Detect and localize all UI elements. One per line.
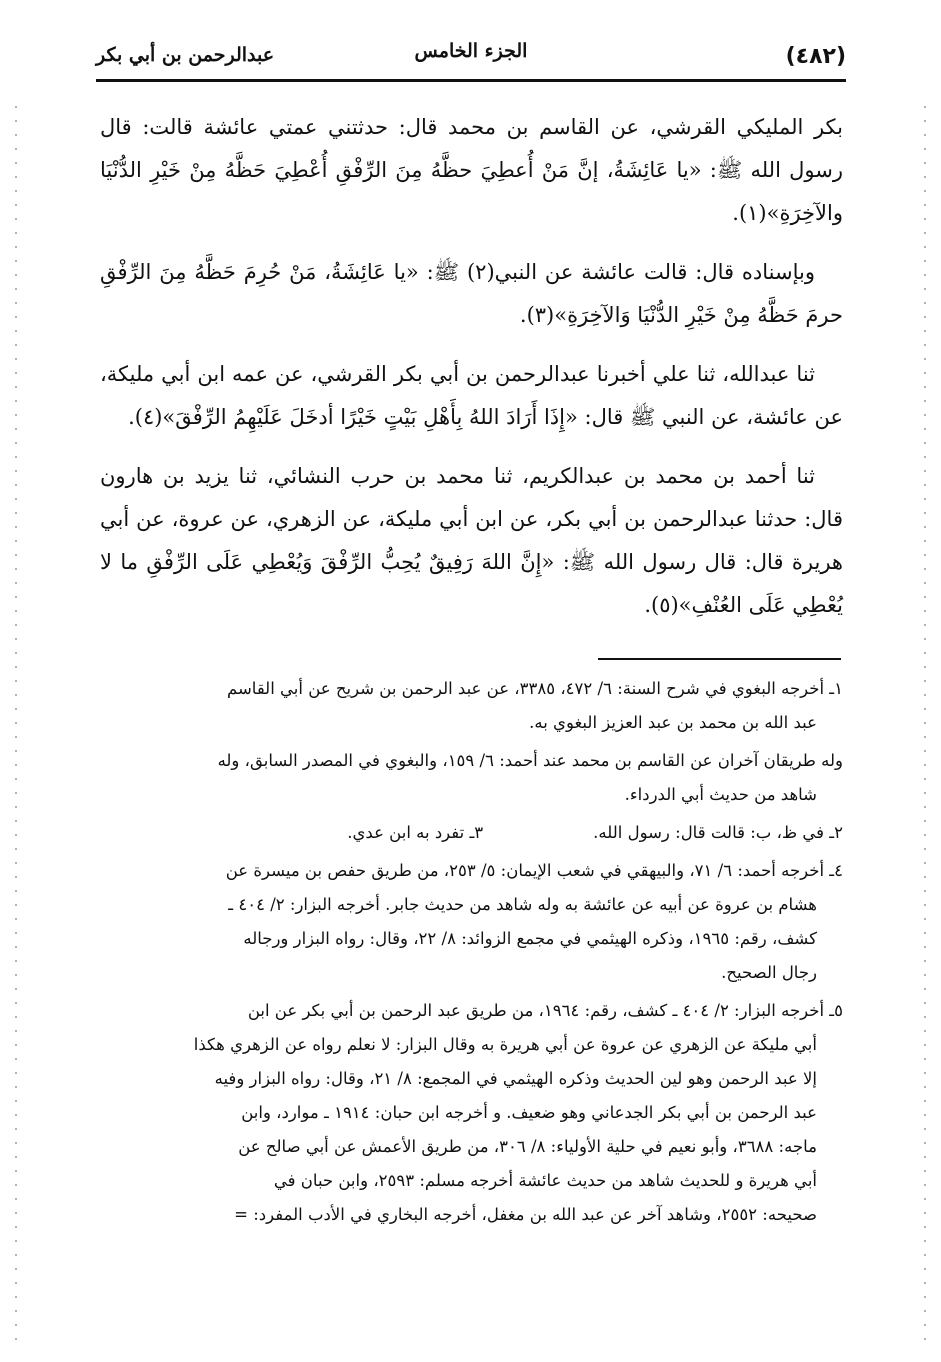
- footnote-4: ٤ـ أخرجه أحمد: ٦/ ٧١، والبيهقي في شعب الإيمان: ٥/ ٢٥٣، من طريق حفص بن ميسرة عن: [225, 861, 843, 880]
- footnote-1: ١ـ أخرجه البغوي في شرح السنة: ٦/ ٤٧٢، ٣٣٨٥، عن عبد الرحمن بن شريح عن أبي القاسم: [226, 679, 843, 698]
- page-header: [96, 30, 846, 78]
- main-text: [100, 106, 843, 643]
- footnote-5-line: إلا عبد الرحمن وهو لين الحديث وذكره الهيثمي في المجمع: ٨/ ٢١، وقال: رواه البزار وفيه: [214, 1069, 817, 1088]
- footnote-1-continuation: عبد الله بن محمد بن عبد العزيز البغوي به.: [529, 713, 817, 732]
- part-title: الجزء الخامس: [414, 40, 528, 62]
- paragraph: ثنا عبدالله، ثنا علي أخبرنا عبدالرحمن بن أبي بكر القرشي، عن عمه ابن أبي مليكة، عن عائشة، عن النبي ﷺ قال: «إِذَا أَرَادَ اللهُ بِأَهْلِ بَيْتٍ خَيْرًا أدخَلَ عَلَيْهِمُ الرِّفْقَ»(٤).: [100, 362, 843, 429]
- footnote-3: ٣ـ تفرد به ابن عدي.: [347, 823, 484, 842]
- page-number: (٤٨٢): [785, 44, 846, 69]
- footnote-4-line: كشف، رقم: ١٩٦٥، وذكره الهيثمي في مجمع الزوائد: ٨/ ٢٢، وقال: رواه البزار ورجاله: [243, 929, 817, 948]
- footnote-1-extra: وله طريقان آخران عن القاسم بن محمد عند أحمد: ٦/ ١٥٩، والبغوي في المصدر السابق، وله: [217, 751, 843, 770]
- footnotes-2-3: [100, 816, 843, 850]
- narrator-title: عبدالرحمن بن أبي بكر: [96, 44, 275, 66]
- paragraph: وبإسناده قال: قالت عائشة عن النبي(٢) ﷺ: «يا عَائِشَةُ، مَنْ حُرِمَ حَظَّهُ مِنَ الرِّفْقِ حرمَ حَظَّهُ مِنْ خَيْرِ الدُّنْيَا وَالآخِرَةِ»(٣).: [100, 260, 843, 327]
- right-margin-dots: [923, 100, 927, 1350]
- footnote-1-extra-continuation: شاهد من حديث أبي الدرداء.: [624, 785, 817, 804]
- footnote-rule: [598, 658, 841, 660]
- paragraph: ثنا أحمد بن محمد بن عبدالكريم، ثنا محمد بن حرب النشائي، ثنا يزيد بن هارون قال: حدثنا عبدالرحمن بن أبي بكر، عن ابن أبي مليكة، عن الزهري، عن عروة، عن أبي هريرة قال: قال رسول الله ﷺ: «إِنَّ اللهَ رَفِيقٌ يُحِبُّ الرِّفْقَ وَيُعْطِي عَلَى الرِّفْقِ ما لا يُعْطِي عَلَى العُنْفِ»(٥).: [100, 464, 843, 617]
- header-rule: [96, 79, 846, 82]
- footnote-4-line: رجال الصحيح.: [721, 963, 817, 982]
- footnote-5-line: ماجه: ٣٦٨٨، وأبو نعيم في حلية الأولياء: ٨/ ٣٠٦، من طريق الأعمش عن أبي صالح عن: [238, 1137, 817, 1156]
- footnote-4-line: هشام بن عروة عن أبيه عن عائشة به وله شاهد من حديث جابر. أخرجه البزار: ٢/ ٤٠٤ ـ: [228, 895, 817, 914]
- footnote-5: ٥ـ أخرجه البزار: ٢/ ٤٠٤ ـ كشف، رقم: ١٩٦٤، من طريق عبد الرحمن بن أبي بكر عن ابن: [247, 1001, 843, 1020]
- footnote-5-line: أبي مليكة عن الزهري عن عروة عن أبي هريرة به وقال البزار: لا نعلم رواه عن الزهري هكذا: [193, 1035, 817, 1054]
- footnote-5-line: أبي هريرة و للحديث شاهد من حديث عائشة أخرجه مسلم: ٢٥٩٣، وابن حبان في: [273, 1171, 817, 1190]
- footnote-5-line: عبد الرحمن بن أبي بكر الجدعاني وهو ضعيف. و أخرجه ابن حبان: ١٩١٤ ـ موارد، وابن: [241, 1103, 817, 1122]
- footnotes: [100, 672, 843, 1232]
- left-margin-dots: [14, 100, 18, 1350]
- footnote-2: ٢ـ في ظ، ب: قالت قال: رسول الله.: [593, 823, 843, 842]
- footnote-5-line: صحيحه: ٢٥٥٢، وشاهد آخر عن عبد الله بن مغفل، أخرجه البخاري في الأدب المفرد: =: [234, 1205, 817, 1224]
- paragraph: بكر المليكي القرشي، عن القاسم بن محمد قال: حدثتني عمتي عائشة قالت: قال رسول الله ﷺ: «يا عَائِشَةُ، إنَّ مَنْ أُعطِيَ حظَّهُ مِنَ الرِّفْقِ أُعْطِيَ حَظَّهُ مِنْ خَيْرِ الدُّنْيَا والآخِرَةِ»(١).: [100, 115, 843, 225]
